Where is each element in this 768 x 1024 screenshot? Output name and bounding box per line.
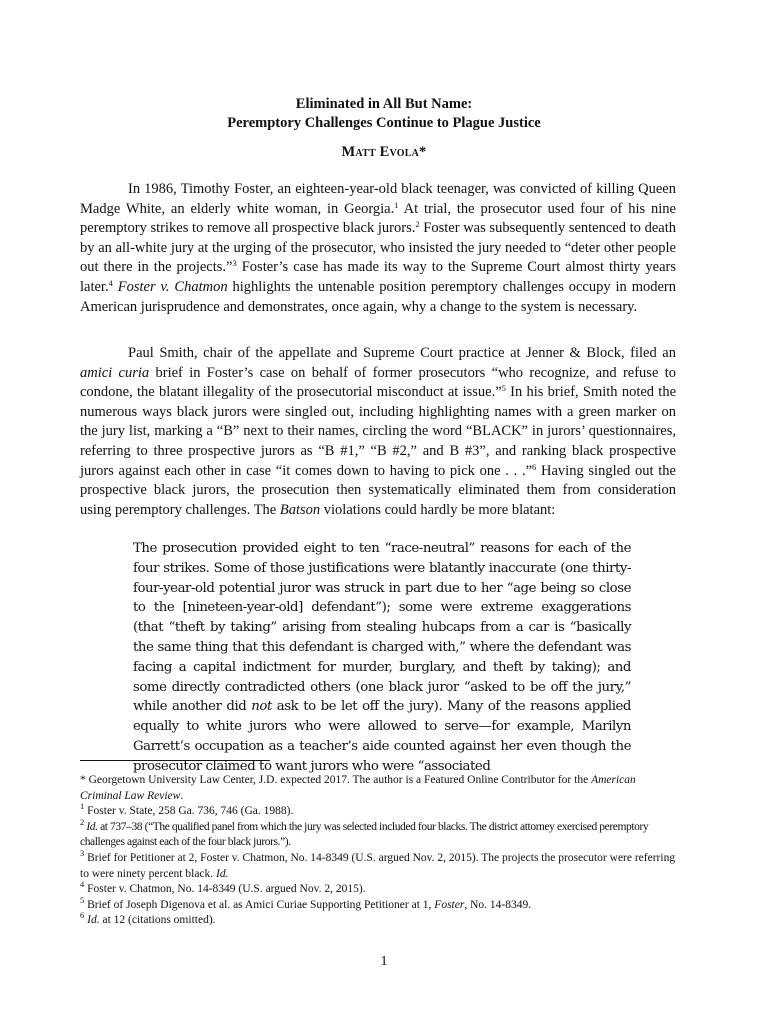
footnote-3-id: Id. [216,867,229,880]
footnote-2-num: 2 [80,816,84,827]
footnote-6 [80,910,680,929]
author-name: Matt Evola [341,144,420,160]
p1-text-4: Foster’s case has made its way to the Supreme Court almost thirty years later. [80,259,677,295]
footnotes [80,773,680,929]
p2-text-2: brief in Foster’s case on behalf of former prosecutors “who recognize, and refuse to condone, the blatant illegality of the prosecutorial misconduct at issue.” [80,364,676,401]
footnote-ref-3: 3 [232,258,237,269]
footnote-6-text: at 12 (citations omitted). [99,914,216,927]
p1-case-name: Foster v. Chatmon [117,278,228,295]
footnote-5-text: Brief of Joseph Digenova et al. as Amici Curiae Supporting Petitioner at 1, [84,898,435,911]
p2-text-3: In his brief, Smith noted the numerous ways black jurors were singled out, including highlighting names with a green marker on the jury list, marking a “B” next to their names, circling the word “BLACK” in jurors’ questionnaires, referring to three prospective jurors as “B #1,” “B #2,” and B #3”, and ranking black prospective jurors against each other in case “it comes down to having to pick one . . .” [80,384,677,479]
footnote-6-num: 6 [80,910,85,921]
p2-batson: Batson [279,501,321,518]
footnote-ref-4: 4 [108,277,113,288]
footnote-5-case: Foster [434,898,465,911]
p1-text-1: In 1986, Timothy Foster, an eighteen-year-old black teenager, was convicted of killing Queen Madge White, an elderly white woman, in Georgia. [80,181,676,217]
quote-text-2: ask to be let off the jury). Many of the reasons applied equally to white jurors who were allowed to serve—for example, Marilyn Garrett’s occupation as a teacher’s aide counted against her even though the prosecutor claimed to want jurors who were “associated [133,699,631,774]
footnote-ref-5: 5 [501,383,506,394]
footnote-1 [80,801,680,820]
footnote-5-num: 5 [80,894,85,905]
footnote-star-journal: American Criminal Law Review [80,774,636,802]
footnote-ref-1: 1 [394,199,399,210]
quote-not: not [251,699,272,715]
block-quote [133,539,631,777]
footnote-star-text: Georgetown University Law Center, J.D. expected 2017. The author is a Featured Online Contributor for the [85,774,592,786]
footnote-star [80,773,680,804]
paragraph-2 [80,344,676,520]
title-line-2: Peremptory Challenges Continue to Plague Justice [227,115,541,131]
p2-text-1: Paul Smith, chair of the appellate and Supreme Court practice at Jenner & Block, filed an [128,345,676,361]
p1-text-2: At trial, the prosecutor used four of his nine peremptory strikes to remove all prospective black jurors. [80,200,676,237]
footnote-star-end: . [180,789,184,802]
article-title [80,95,688,133]
footnote-3-text: Brief for Petitioner at 2, Foster v. Chatmon, No. 14-8349 (U.S. argued Nov. 2, 2015). The projects the prosecutor were referring to were ninety percent black. [80,851,676,880]
quote-text-1: The prosecution provided eight to ten “race-neutral” reasons for each of the four strikes. Some of those justifications were blatantly inaccurate (one thirty-four-year-old potential juror was struck in part due to her “age being so close to the [nineteen-year-old] defendant”); some were extreme exaggerations (that “theft by taking” arising from stealing hubcaps from a car is “basically the same thing that this defendant is charged with,” where the defendant was facing a capital indictment for murder, burglary, and theft by taking); and some directly contradicted others (one black juror “asked to be off the jury,” while another did [133,541,631,715]
author-footnote-mark: * [419,144,427,160]
p1-text-5: highlights the untenable position peremptory challenges occupy in modern American jurisprudence and demonstrates, once again, why a change to the system is necessary. [80,278,676,315]
footnote-4-text: Foster v. Chatmon, No. 14-8349 (U.S. argued Nov. 2, 2015). [84,883,366,896]
footnote-ref-6: 6 [532,461,537,472]
paragraph-1 [80,180,676,317]
p2-text-4: Having singled out the prospective black jurors, the prosecution then systematically eliminated them from consideration using peremptory challenges. The [80,462,676,518]
footnote-1-num: 1 [80,801,85,812]
footnote-3-num: 3 [80,847,85,858]
footnote-5-end: , No. 14-8349. [464,898,532,911]
footnote-star-mark: * [80,774,86,786]
footnote-4 [80,879,680,898]
footnote-separator [80,760,270,761]
footnote-2-text: at 737–38 (“The qualified panel from which the jury was selected included four blacks. The district attorney exercised peremptory challenges against each of the four black jurors.”). [80,820,649,849]
footnote-6-id: Id. [87,914,100,927]
footnote-2-id: Id. [86,820,98,833]
footnote-2 [80,816,680,851]
p2-text-5: violations could hardly be more blatant: [320,501,556,518]
p1-text-3: Foster was subsequently sentenced to death by an all-white jury at the urging of the prosecutor, who insisted the jury needed to “deter other people out there in the projects.” [80,220,677,276]
footnote-3 [80,847,680,882]
footnote-4-num: 4 [80,879,85,890]
title-line-1: Eliminated in All But Name: [295,96,473,112]
footnote-1-text: Foster v. State, 258 Ga. 736, 746 (Ga. 1988). [84,805,294,818]
p2-amici: amici curia [80,364,150,381]
page-number: 1 [380,954,388,969]
footnote-ref-2: 2 [415,219,420,230]
footnote-5 [80,894,680,914]
author-byline [80,144,688,161]
